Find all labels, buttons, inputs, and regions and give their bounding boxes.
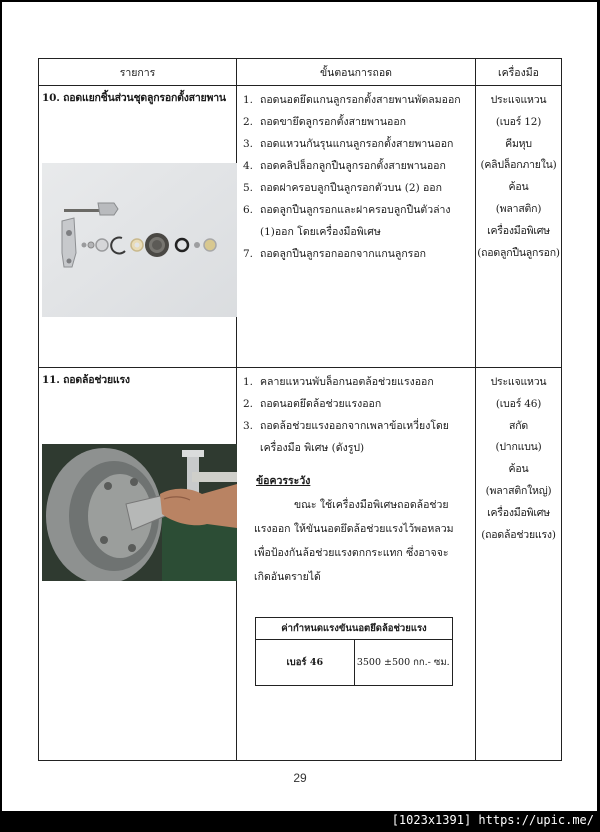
tool-line: (ปากแบน) [495,441,542,454]
tool-line: (ถอดลูกปืนลูกรอก) [477,246,560,259]
tools-cell [476,368,562,761]
tool-line: (คลิปล็อกภายใน) [480,159,557,172]
header-item: รายการ [39,59,237,86]
tool-line: สกัด [509,419,528,432]
tool-line: ประแจแหวน [490,376,547,388]
step-item: 4. ถอดคลิปล็อกลูกปืนลูกรอกตั้งสายพานออก [243,160,446,172]
tool-line: ค้อน [508,181,529,194]
step-item: 2. ถอดขายึดลูกรอกตั้งสายพานออก [243,116,406,128]
tool-line: คีมหุบ [505,137,532,150]
procedure-table [38,58,562,761]
step-item: 2. ถอดนอตยึดล้อช่วยแรงออก [243,398,382,410]
caution-note [237,459,475,589]
image-host-bar [0,811,600,832]
tool-line: (เบอร์ 12) [495,115,542,128]
step-item: 1. คลายแหวนพับล็อกนอตล้อช่วยแรงออก [243,376,434,388]
torque-spec-title: ค่ากำหนดแรงขันนอตยึดล้อช่วยแรง [256,618,453,640]
item-title: 11. ถอดล้อช่วยแรง [42,374,130,386]
watermark-text: [1023x1391] https://upic.me/ [391,813,594,827]
step-item: 3. ถอดล้อช่วยแรงออกจากเพลาข้อเหวี่ยงโดยเครื่องมือ พิเศษ (ดังรูป) [243,420,449,454]
tools-list [476,86,561,264]
step-item: 1. ถอดนอตยึดแกนลูกรอกตั้งสายพานพัดลมออก [243,94,461,106]
tool-line: (ถอดล้อช่วยแรง) [481,528,556,541]
pulley-parts-photo [42,163,237,317]
flywheel-removal-photo [42,444,237,581]
table-row [39,86,562,368]
tool-line: (พลาสติก) [495,202,542,215]
item-title: 10. ถอดแยกชิ้นส่วนชุดลูกรอกตั้งสายพาน [42,92,226,104]
tool-line: เครื่องมือพิเศษ [487,506,550,519]
torque-spec-table [255,617,453,686]
step-item: 3. ถอดแหวนกันรุนแกนลูกรอกตั้งสายพานออก [243,138,454,150]
caution-heading: ข้อควรระวัง [256,475,311,487]
torque-spec-key: เบอร์ 46 [256,640,355,686]
steps-cell [237,86,476,368]
tool-line: (พลาสติกใหญ่) [485,484,552,497]
tools-list [476,368,561,546]
torque-spec-value: 3500 ±500 กก.- ซม. [354,640,453,686]
steps-cell [237,368,476,761]
tool-line: ประแจแหวน [490,94,547,106]
steps-list [237,86,475,265]
item-cell [39,368,237,761]
page-number: 29 [293,771,307,785]
table-header-row [39,59,562,86]
header-steps: ขั้นตอนการถอด [237,59,476,86]
step-item: 6. ถอดลูกปืนลูกรอกและฝาครอบลูกปืนตัวล่าง (1)ออก โดยเครื่องมือพิเศษ [243,204,451,238]
caution-text: ขณะ ใช้เครื่องมือพิเศษถอดล้อช่วยแรงออก ให้ขันนอตยึดล้อช่วยแรงไว้พอหลวม เพื่อป้องกันล้อช่วยแรงตกกระแทก ซึ่งอาจจะเกิดอันตรายได้ [254,499,454,583]
tool-line: (เบอร์ 46) [495,397,542,410]
tool-line: ค้อน [508,463,529,476]
step-item: 7. ถอดลูกปืนลูกรอกออกจากแกนลูกรอก [243,248,426,260]
header-tools: เครื่องมือ [476,59,562,86]
steps-list [237,368,475,459]
table-row [39,368,562,761]
step-item: 5. ถอดฝาครอบลูกปืนลูกรอกตัวบน (2) ออก [243,182,442,194]
item-cell [39,86,237,368]
tool-line: เครื่องมือพิเศษ [487,224,550,237]
tools-cell [476,86,562,368]
